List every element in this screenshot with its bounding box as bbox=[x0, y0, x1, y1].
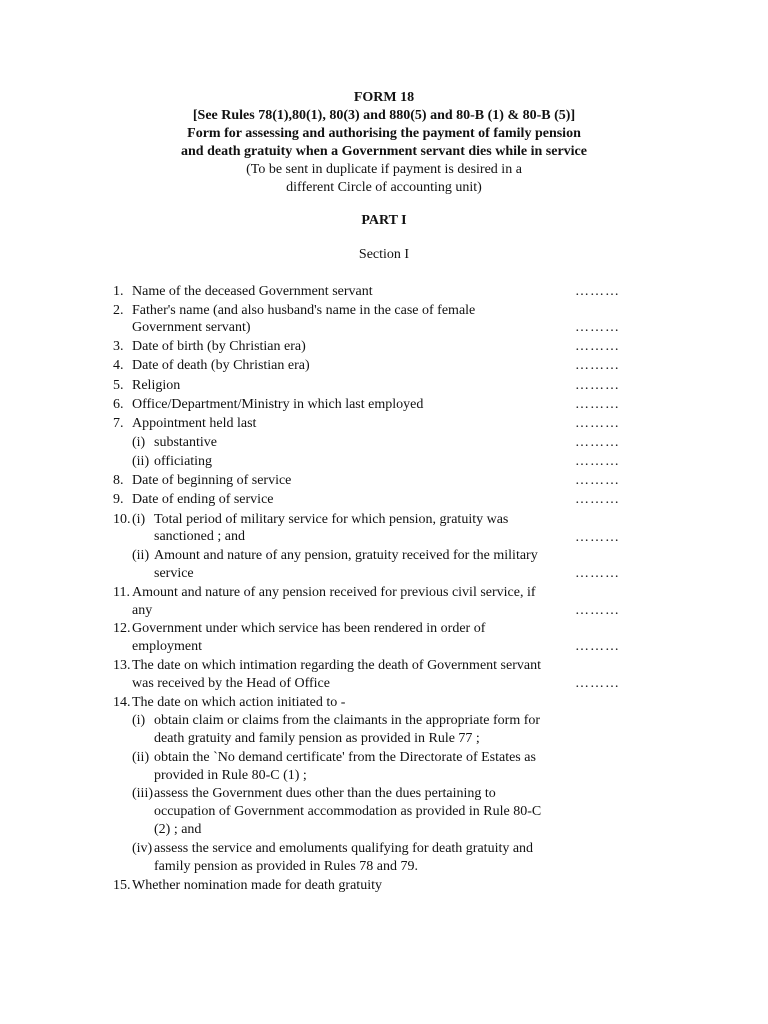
item-label: Date of death (by Christian era) bbox=[132, 358, 310, 373]
item-number: 11. bbox=[113, 585, 130, 600]
item-number: 12. bbox=[113, 621, 131, 636]
item-number: 8. bbox=[113, 473, 124, 488]
item-label-continued: was received by the Head of Office bbox=[132, 676, 330, 691]
item-label: Date of ending of service bbox=[132, 492, 274, 507]
sub-item-label-continued: provided in Rule 80-C (1) ; bbox=[154, 768, 307, 783]
sub-item-label: substantive bbox=[154, 435, 217, 450]
answer-placeholder: ……… bbox=[575, 566, 620, 581]
item-number: 3. bbox=[113, 339, 124, 354]
sub-item-label: Total period of military service for which pension, gratuity was bbox=[154, 512, 509, 527]
sub-item-label-continued: sanctioned ; and bbox=[154, 529, 245, 544]
item-label: Office/Department/Ministry in which last employed bbox=[132, 397, 424, 412]
sub-item-number: (ii) bbox=[132, 548, 150, 563]
answer-placeholder: ……… bbox=[575, 416, 620, 431]
answer-placeholder: ……… bbox=[575, 378, 620, 393]
item-number: 13. bbox=[113, 658, 131, 673]
sub-item-number: (i) bbox=[132, 435, 146, 450]
answer-placeholder: ……… bbox=[575, 454, 620, 469]
item-number: 10. bbox=[113, 512, 131, 527]
answer-placeholder: ……… bbox=[575, 435, 620, 450]
item-label: Date of birth (by Christian era) bbox=[132, 339, 306, 354]
answer-placeholder: ……… bbox=[575, 530, 620, 545]
item-number: 2. bbox=[113, 303, 124, 318]
sub-item-number: (ii) bbox=[132, 454, 150, 469]
item-label: Amount and nature of any pension received for previous civil service, if bbox=[132, 585, 536, 600]
sub-item-number: (ii) bbox=[132, 750, 150, 765]
item-number: 1. bbox=[113, 284, 124, 299]
item-number: 9. bbox=[113, 492, 124, 507]
rules-reference: [See Rules 78(1),80(1), 80(3) and 880(5) and 80-B (1) & 80-B (5)] bbox=[192, 108, 576, 123]
answer-placeholder: ……… bbox=[575, 603, 620, 618]
item-label: Whether nomination made for death gratuity bbox=[132, 878, 382, 893]
item-number: 15. bbox=[113, 878, 131, 893]
item-label-continued: Government servant) bbox=[132, 320, 251, 335]
sub-item-number: (iii) bbox=[132, 786, 153, 801]
answer-placeholder: ……… bbox=[575, 397, 620, 412]
sub-item-label-continued: death gratuity and family pension as provided in Rule 77 ; bbox=[154, 731, 480, 746]
form-title-line-1: Form for assessing and authorising the payment of family pension bbox=[187, 126, 581, 141]
sub-item-number: (i) bbox=[132, 713, 146, 728]
item-label: Religion bbox=[132, 378, 181, 393]
section-heading: Section I bbox=[358, 247, 410, 262]
item-label: The date on which intimation regarding the death of Government servant bbox=[132, 658, 541, 673]
item-label-continued: employment bbox=[132, 639, 202, 654]
form-note-line-1: (To be sent in duplicate if payment is desired in a bbox=[246, 162, 522, 177]
item-number: 5. bbox=[113, 378, 124, 393]
answer-placeholder: ……… bbox=[575, 339, 620, 354]
answer-placeholder: ……… bbox=[575, 320, 620, 335]
item-label: Date of beginning of service bbox=[132, 473, 292, 488]
item-label: Government under which service has been rendered in order of bbox=[132, 621, 486, 636]
sub-item-label-continued: service bbox=[154, 566, 194, 581]
sub-item-number: (i) bbox=[132, 512, 146, 527]
answer-placeholder: ……… bbox=[575, 492, 620, 507]
sub-item-label: obtain the `No demand certificate' from the Directorate of Estates as bbox=[154, 750, 536, 765]
item-number: 14. bbox=[113, 695, 131, 710]
item-label-continued: any bbox=[132, 603, 153, 618]
answer-placeholder: ……… bbox=[575, 639, 620, 654]
form-number: FORM 18 bbox=[353, 90, 415, 105]
sub-item-label: Amount and nature of any pension, gratuity received for the military bbox=[154, 548, 538, 563]
sub-item-label: assess the Government dues other than the dues pertaining to bbox=[154, 786, 496, 801]
item-number: 7. bbox=[113, 416, 124, 431]
sub-item-label-continued: occupation of Government accommodation as provided in Rule 80-C bbox=[154, 804, 542, 819]
form-note-line-2: different Circle of accounting unit) bbox=[286, 180, 482, 195]
item-label: Name of the deceased Government servant bbox=[132, 284, 373, 299]
answer-placeholder: ……… bbox=[575, 473, 620, 488]
sub-item-number: (iv) bbox=[132, 841, 153, 856]
sub-item-label: assess the service and emoluments qualifying for death gratuity and bbox=[154, 841, 534, 856]
item-label: The date on which action initiated to - bbox=[132, 695, 346, 710]
item-number: 6. bbox=[113, 397, 124, 412]
form-title-line-2: and death gratuity when a Government servant dies while in service bbox=[181, 144, 587, 159]
answer-placeholder: ……… bbox=[575, 284, 620, 299]
sub-item-label: officiating bbox=[154, 454, 213, 469]
sub-item-label-continued: family pension as provided in Rules 78 and 79. bbox=[154, 859, 419, 874]
item-number: 4. bbox=[113, 358, 124, 373]
item-label: Appointment held last bbox=[132, 416, 257, 431]
answer-placeholder: ……… bbox=[575, 358, 620, 373]
sub-item-label-continued: (2) ; and bbox=[154, 822, 202, 837]
answer-placeholder: ……… bbox=[575, 676, 620, 691]
sub-item-label: obtain claim or claims from the claimants in the appropriate form for bbox=[154, 713, 541, 728]
item-label: Father's name (and also husband's name in the case of female bbox=[132, 303, 476, 318]
part-heading: PART I bbox=[361, 213, 407, 228]
